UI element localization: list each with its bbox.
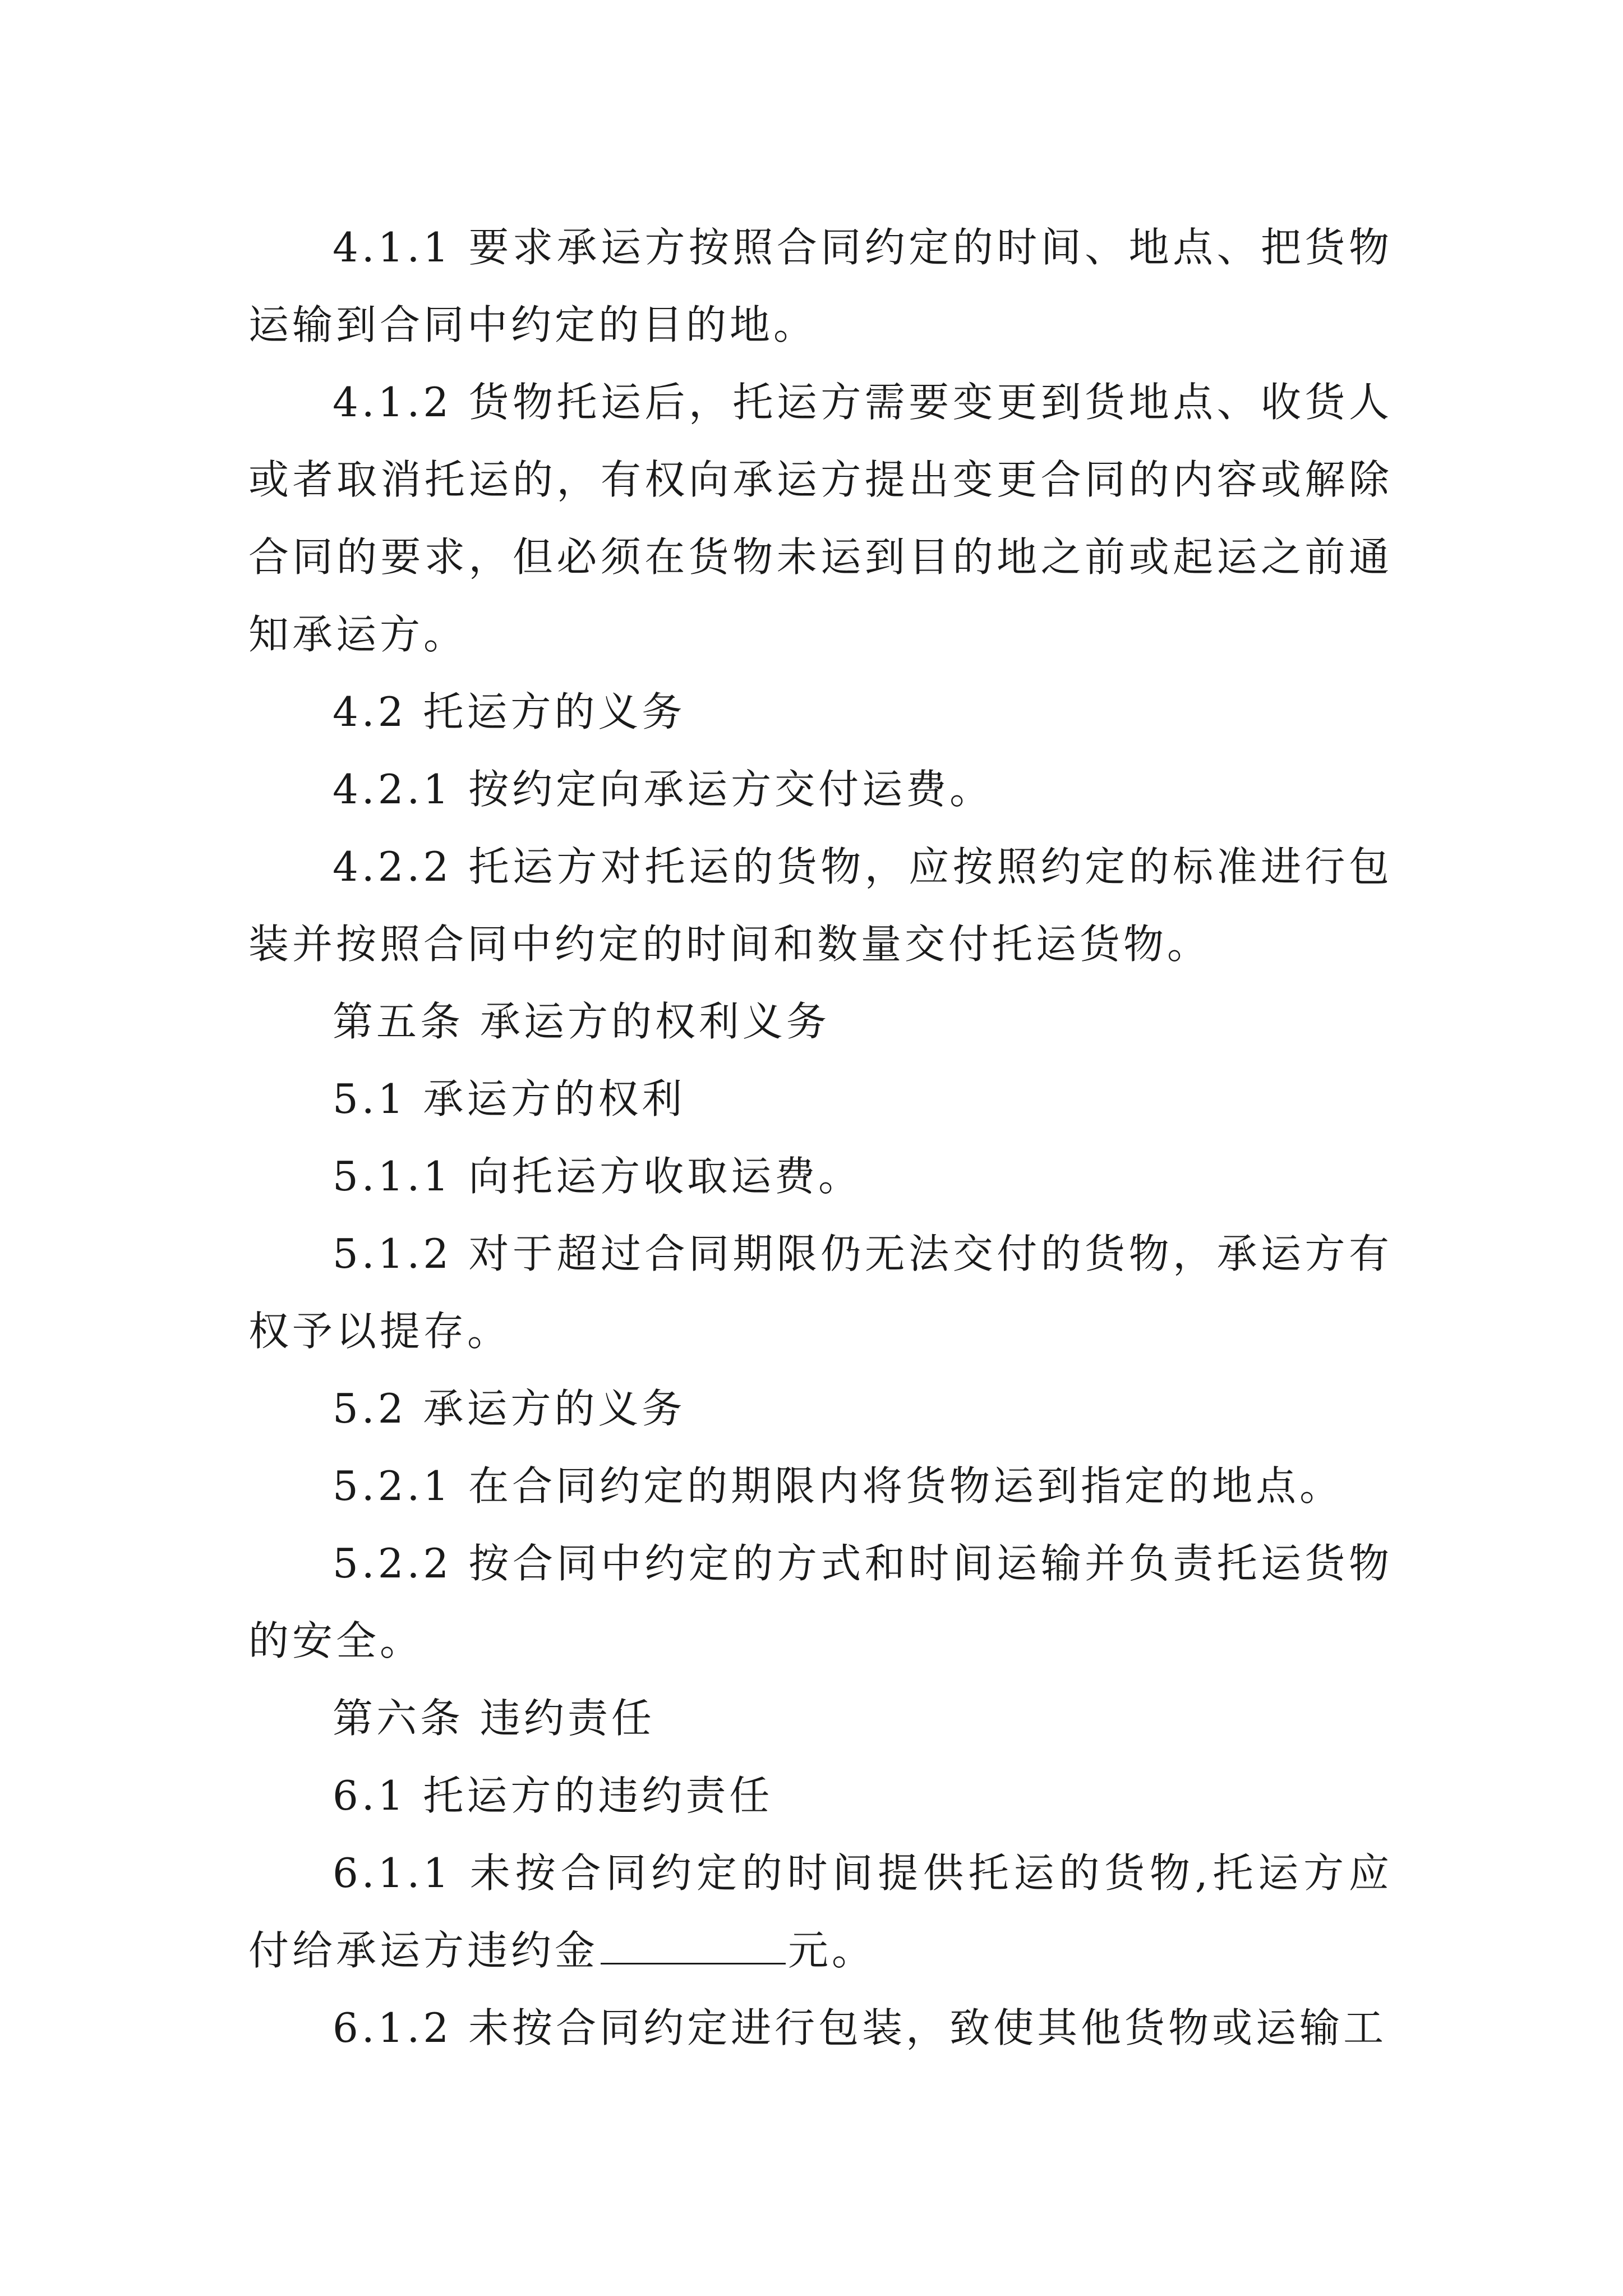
paragraph-6-1-1	[248, 1834, 1393, 1989]
paragraph-5-1-1: 5.1.1 向托运方收取运费。	[333, 1153, 863, 1200]
paragraph-6-1-2: 6.1.2 未按合同约定进行包装，致使其他货物或运输工	[333, 2004, 1387, 2051]
paragraph-4-2-1: 4.2.1 按约定向承运方交付运费。	[333, 766, 994, 813]
heading-4-2: 4.2 托运方的义务	[333, 688, 686, 735]
paragraph-6-1-1-unit: 元。	[788, 1927, 876, 1974]
paragraph-5-2-1: 5.2.1 在合同约定的期限内将货物运到指定的地点。	[333, 1462, 1344, 1510]
heading-5-1: 5.1 承运方的权利	[333, 1075, 686, 1122]
document-body	[248, 209, 1393, 2067]
article-5-title: 第五条 承运方的权利义务	[333, 998, 830, 1045]
fill-in-blank-line	[601, 1928, 786, 1964]
paragraph-4-2-2: 4.2.2 托运方对托运的货物，应按照约定的标准进行包装并按照合同中约定的时间和数量交付托运货物。	[248, 843, 1393, 968]
paragraph-6-1-1-text: 6.1.1 未按合同约定的时间提供托运的货物,托运方应付给承运方违约金	[248, 1849, 1393, 1974]
paragraph-5-1-2: 5.1.2 对于超过合同期限仍无法交付的货物，承运方有权予以提存。	[248, 1230, 1393, 1355]
article-6-title: 第六条 违约责任	[333, 1695, 655, 1742]
heading-5-2: 5.2 承运方的义务	[333, 1385, 686, 1432]
paragraph-5-2-2: 5.2.2 按合同中约定的方式和时间运输并负责托运货物的安全。	[248, 1540, 1393, 1664]
paragraph-4-1-2: 4.1.2 货物托运后，托运方需要变更到货地点、收货人或者取消托运的，有权向承运方提出变更合同的内容或解除合同的要求，但必须在货物未运到目的地之前或起运之前通知承运方。	[248, 379, 1393, 658]
paragraph-4-1-1: 4.1.1 要求承运方按照合同约定的时间、地点、把货物运输到合同中约定的目的地。	[248, 224, 1393, 348]
heading-6-1: 6.1 托运方的违约责任	[333, 1772, 773, 1819]
